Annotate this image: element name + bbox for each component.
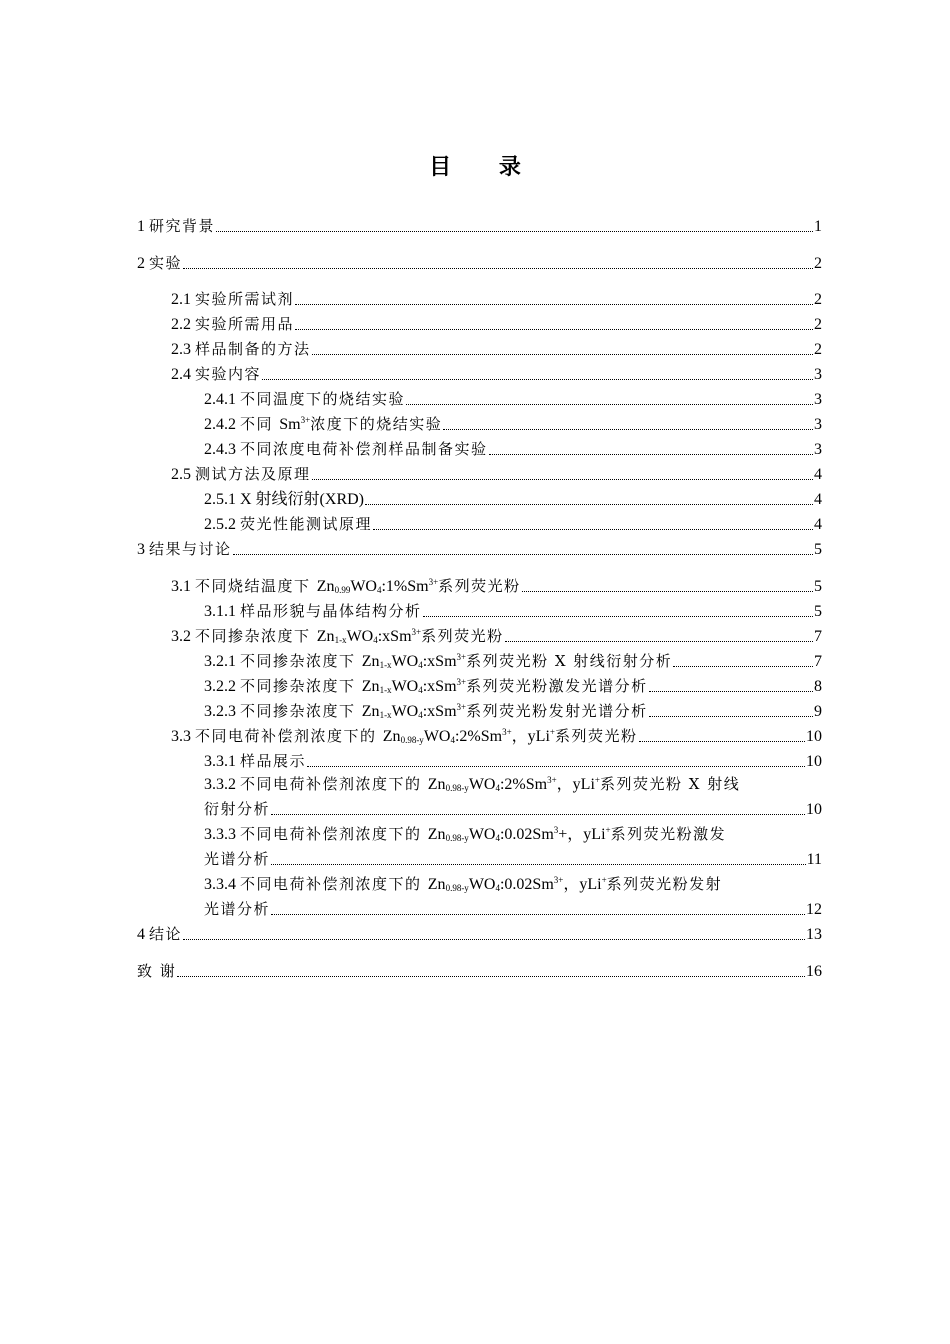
dot-leader [262,379,813,380]
toc-entry-acknowledgement[interactable] [137,959,822,984]
formula-zn: Zn [427,776,446,793]
entry-title-prefix: 不同电荷补偿剂浓度下的 [240,875,428,893]
formula-sub: 1-x [379,710,392,720]
entry-title: 实验所需用品 [195,315,295,333]
toc-entry-2-4-1[interactable] [204,387,822,412]
formula-sub: 4 [376,585,382,595]
formula-sup: 3 [553,825,559,835]
toc-entry-2-4-2[interactable] [204,412,822,437]
formula-li: ，yLi [567,826,606,843]
formula-li: ，yLi [563,876,602,893]
page-number: 7 [814,653,822,670]
entry-title: 系列荧光粉 X 射线衍射分析 [466,652,673,670]
page-number: 2 [814,316,822,333]
entry-number: 2.5 [171,466,191,483]
toc-entry-3-2[interactable] [171,624,822,649]
dot-leader [673,666,813,667]
entry-title-cont: 衍射分析 [204,800,271,818]
formula-sub: 0.98-y [445,883,469,893]
entry-title-prefix: 不同电荷补偿剂浓度下的 [240,775,428,793]
entry-title: 样品制备的方法 [195,340,311,358]
entry-number: 3.2 [171,628,191,645]
page-number: 7 [814,628,822,645]
entry-number: 1 [137,218,145,235]
dot-leader [295,329,813,330]
dot-leader [423,616,813,617]
formula-rest: :1%Sm [381,578,429,595]
entry-title: 浓度下的烧结实验 [310,415,443,433]
toc-entry-3-3-4-line1[interactable] [204,872,722,897]
entry-title-prefix: 不同电荷补偿剂浓度下的 [240,825,428,843]
entry-title-prefix: 不同 [240,415,280,433]
formula-sup: 3+ [456,677,467,687]
entry-number: 2 [137,255,145,272]
dot-leader [177,976,805,977]
page-number: 10 [806,753,822,770]
entry-title-cont: 光谱分析 [204,900,271,918]
entry-title: 测试方法及原理 [195,465,311,483]
page-number: 2 [814,255,822,272]
toc-entry-3-3-2-line2[interactable] [204,797,822,822]
entry-title: 样品展示 [240,752,307,770]
dot-leader [183,268,813,269]
dot-leader [312,479,813,480]
formula-rest: :0.02Sm [499,826,554,843]
formula-li: ，yLi [556,776,595,793]
formula-sub: 4 [495,833,500,843]
formula-wo: WO [468,776,496,793]
page-number: 3 [814,366,822,383]
dot-leader [216,231,813,232]
formula-sub: 4 [418,685,423,695]
toc-entry-3[interactable] [137,537,822,562]
toc-entry-3-3[interactable] [171,724,822,749]
page-number: 1 [814,218,822,235]
page-number: 4 [814,491,822,508]
formula-sub: 4 [418,710,423,720]
formula-sup: 3+ [553,875,564,885]
formula-wo: WO [391,678,419,695]
formula-sup: + [594,775,600,785]
formula-sub: 1-x [379,685,392,695]
formula-zn: Zn [427,826,446,843]
dot-leader [489,454,813,455]
toc-entry-2-4-3[interactable] [204,437,822,462]
entry-number: 3 [137,541,145,558]
entry-title: 系列荧光粉发射光谱分析 [466,702,648,720]
entry-number: 3.1 [171,578,191,595]
formula-sub: 4 [418,660,423,670]
dot-leader [271,864,806,865]
formula-zn: Zn [361,653,380,670]
dot-leader [271,814,805,815]
dot-leader [443,429,813,430]
formula-wo: WO [423,728,451,745]
entry-number: 2.5.1 [204,491,236,508]
entry-title-prefix: 不同掺杂浓度下 [240,652,362,670]
entry-number: 2.4.3 [204,441,236,458]
formula-sup: 3+ [456,652,467,662]
formula-wo: WO [468,826,496,843]
formula-rest: :xSm [377,628,412,645]
dot-leader [649,691,813,692]
page-number: 9 [814,703,822,720]
formula-sup: 3+ [300,415,311,425]
formula-wo: WO [391,653,419,670]
entry-number: 2.1 [171,291,191,308]
formula-sup: + [549,727,555,737]
page-number: 3 [814,416,822,433]
toc-entry-2-5-2[interactable] [204,512,822,537]
formula-zn: Zn [427,876,446,893]
page-number: 5 [814,578,822,595]
toc-entry-3-3-1[interactable] [204,749,822,774]
entry-title: 实验 [149,254,183,272]
formula-sup: + [605,825,611,835]
entry-title: X 射线衍射(XRD) [240,491,364,508]
entry-number: 2.4 [171,366,191,383]
entry-number: 3.2.1 [204,653,236,670]
page-title: 目 录 [429,154,541,180]
toc-entry-4[interactable] [137,922,822,947]
entry-number: 4 [137,926,145,943]
toc-entry-2-2[interactable] [171,312,822,337]
entry-number: 3.3.3 [204,826,236,843]
dot-leader [271,914,805,915]
entry-title: 实验内容 [195,365,262,383]
entry-number: 3.3.4 [204,876,236,893]
entry-title: 结果与讨论 [149,540,232,558]
toc-entry-3-2-3[interactable] [204,699,822,724]
formula-zn: Zn [361,678,380,695]
dot-leader [295,304,813,305]
entry-title: 荧光性能测试原理 [240,515,373,533]
formula-wo: WO [391,703,419,720]
page-number: 10 [806,801,822,818]
entry-title: 系列荧光粉 [438,577,521,595]
entry-number: 2.3 [171,341,191,358]
entry-title: 不同浓度电荷补偿剂样品制备实验 [240,440,488,458]
entry-title: 系列荧光粉激发光谱分析 [466,677,648,695]
entry-title: 研究背景 [149,217,216,235]
entry-title: 系列荧光粉 X 射线 [599,775,741,793]
entry-number: 3.2.2 [204,678,236,695]
page-number: 12 [806,901,822,918]
formula-sup: + [601,875,607,885]
toc-entry-3-3-2-line1[interactable] [204,772,740,797]
formula-sub: 1-x [379,660,392,670]
dot-leader [183,939,805,940]
entry-title-prefix: 不同烧结温度下 [195,577,317,595]
page-number: 3 [814,391,822,408]
entry-title: 样品形貌与晶体结构分析 [240,602,422,620]
entry-number: 2.2 [171,316,191,333]
formula-wo: WO [346,628,374,645]
entry-title-cont: 光谱分析 [204,850,271,868]
toc-entry-3-2-1[interactable] [204,649,822,674]
entry-number: 3.3.1 [204,753,236,770]
entry-number: 2.5.2 [204,516,236,533]
entry-number: 3.2.3 [204,703,236,720]
entry-title: 结论 [149,925,183,943]
dot-leader [649,716,813,717]
page-number: 2 [814,341,822,358]
page-number: 5 [814,541,822,558]
toc-entry-2-3[interactable] [171,337,822,362]
formula-sub: 4 [450,735,455,745]
formula-wo: WO [350,578,377,595]
dot-leader [522,591,813,592]
entry-title: 系列荧光粉 [421,627,504,645]
toc-entry-3-3-3-line2[interactable] [204,847,822,872]
formula-sub: 4 [373,635,378,645]
formula-zn: Zn [361,703,380,720]
entry-number: 2.4.1 [204,391,236,408]
page-number: 4 [814,516,822,533]
entry-title-prefix: 不同电荷补偿剂浓度下的 [195,727,383,745]
dot-leader [365,504,813,505]
page-number: 3 [814,441,822,458]
dot-leader [505,641,813,642]
entry-number: 2.4.2 [204,416,236,433]
toc-entry-3-3-4-line2[interactable] [204,897,822,922]
entry-title: 系列荧光粉发射 [606,875,723,893]
formula-sub: 0.98-y [400,735,424,745]
entry-title-prefix: 不同掺杂浓度下 [195,627,317,645]
formula-rest: :xSm [422,678,457,695]
dot-leader [233,554,813,555]
formula-rest: :xSm [422,703,457,720]
dot-leader [373,529,813,530]
toc-entry-3-1-1[interactable] [204,599,822,624]
entry-number: 3.3 [171,728,191,745]
page-number: 10 [806,728,822,745]
formula-sub: 4 [495,883,500,893]
formula-sup: 3+ [456,702,467,712]
toc-entry-2-5-1[interactable] [204,487,822,512]
entry-title: 致 谢 [137,962,177,980]
toc-entry-2[interactable] [137,251,822,276]
formula-sup: 3+ [428,577,439,587]
formula-rest: :0.02Sm [499,876,554,893]
entry-title: 不同温度下的烧结实验 [240,390,406,408]
formula-rest: :2%Sm [499,776,548,793]
page-number: 11 [806,851,822,868]
formula-sub: 1-x [334,635,347,645]
toc-entry-2-1[interactable] [171,287,822,312]
formula-sm: Sm [279,416,301,433]
formula-sup: 3+ [411,627,422,637]
entry-number: 3.3.2 [204,776,236,793]
formula-sup: 3+ [502,727,512,737]
formula-wo: WO [468,876,496,893]
entry-title-prefix: 不同掺杂浓度下 [240,702,362,720]
page-number: 8 [814,678,822,695]
dot-leader [312,354,813,355]
page-number: 2 [814,291,822,308]
page-number: 4 [814,466,822,483]
formula-li: ，yLi [511,728,550,745]
formula-rest: :2%Sm [454,728,503,745]
toc-entry-1[interactable] [137,214,822,239]
entry-title-prefix: 不同掺杂浓度下 [240,677,362,695]
toc-entry-3-1[interactable] [171,574,822,599]
dot-leader [406,404,813,405]
formula-rest: :xSm [422,653,457,670]
toc-entry-2-4[interactable] [171,362,822,387]
entry-title: 系列荧光粉 [554,727,638,745]
formula-sub: 0.99 [334,585,351,595]
toc-entry-3-2-2[interactable] [204,674,822,699]
formula-sup: 3+ [547,775,557,785]
entry-number: 3.1.1 [204,603,236,620]
toc-entry-3-3-3-line1[interactable] [204,822,726,847]
entry-title: 系列荧光粉激发 [610,825,727,843]
formula-plus: + [558,826,568,843]
formula-zn: Zn [382,728,401,745]
page-number: 16 [806,963,822,980]
toc-entry-2-5[interactable] [171,462,822,487]
page-number: 5 [814,603,822,620]
formula-sub: 0.98-y [445,783,469,793]
formula-zn: Zn [316,578,335,595]
formula-zn: Zn [316,628,335,645]
entry-title: 实验所需试剂 [195,290,295,308]
formula-sub: 4 [495,783,500,793]
page-number: 13 [806,926,822,943]
dot-leader [307,766,805,767]
dot-leader [639,741,806,742]
formula-sub: 0.98-y [445,833,469,843]
